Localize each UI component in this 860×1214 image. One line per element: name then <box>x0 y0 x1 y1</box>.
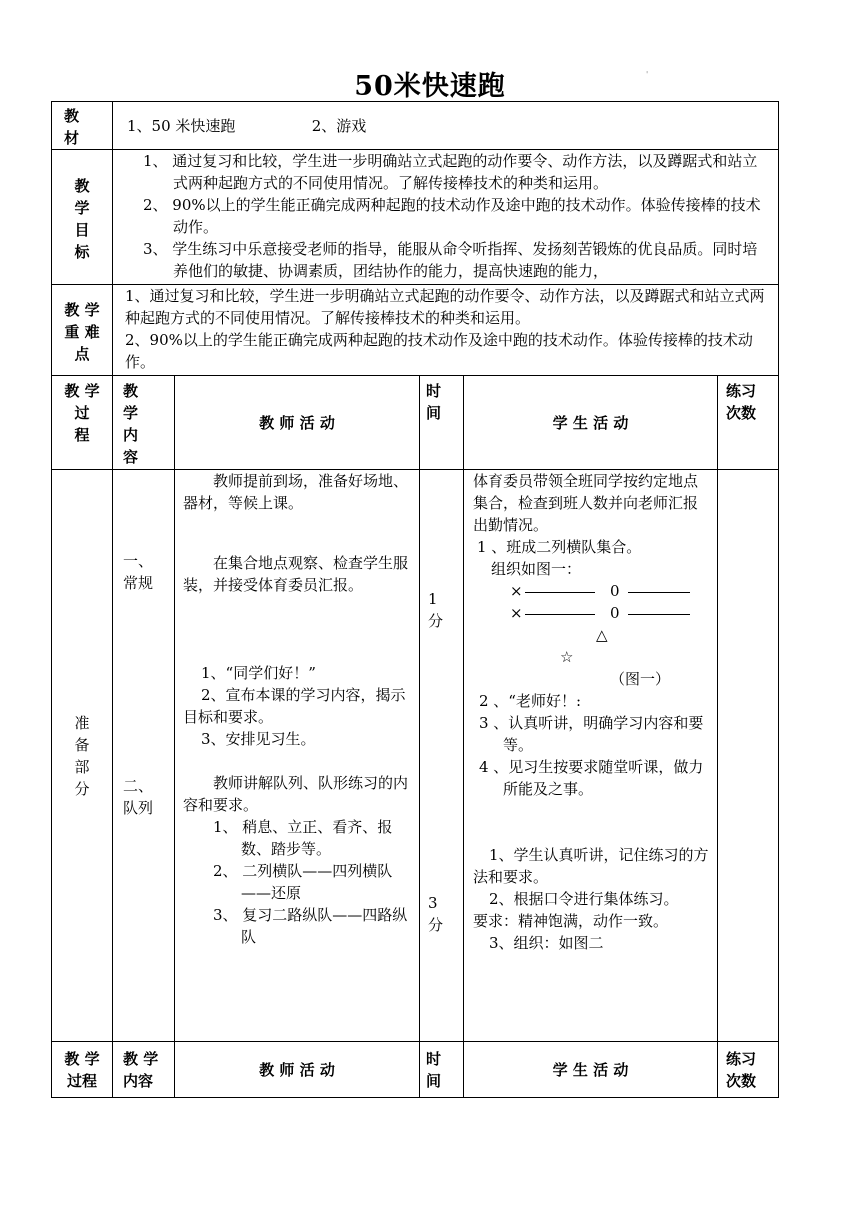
figure-caption: （图一） <box>610 670 671 688</box>
header-process: 教 学 过 程 <box>52 376 113 470</box>
cross-mark: × <box>510 602 595 624</box>
header-process: 教 学 过程 <box>52 1042 113 1098</box>
teacher-activities: 教师提前到场，准备好场地、器材，等候上课。 在集合地点观察、检查学生服装，并接受体育委员汇报。 1、“同学们好！” 2、宣布本课的学习内容，揭示目标和要求。 3、安排见习生。 教师讲解队列、队形练习的内容和要求。 1、 稍息、立正、看齐、报数、踏步等。 2、 二列横队——四列横队——还原 3、 复习二路纵队——四路纵队 <box>175 470 420 1042</box>
content-sections <box>113 470 175 1042</box>
page-title: 50米快速跑 <box>354 71 506 102</box>
header-practice-count: 练习 次数 <box>718 1042 779 1098</box>
zero-mark: 0 <box>610 602 690 624</box>
goals-items <box>113 150 779 285</box>
goal-item: 1、 通过复习和比较，学生进一步明确站立式起跑的动作要令、动作方法，以及蹲踞式和站立式两种起跑方式的不同使用情况。了解传接棒技术的种类和运用。 <box>143 152 758 192</box>
triangle-icon: △ <box>596 626 608 644</box>
key-point-item: 2、90%以上的学生能正确完成两种起跑的技术动作及途中跑的技术动作。体验传接棒的技术动作。 <box>125 331 753 371</box>
goals-row <box>52 150 779 285</box>
material-row <box>52 102 779 150</box>
key-points-row <box>52 285 779 376</box>
student-activities: 体育委员带领全班同学按约定地点集合，检查到班人数并向老师汇报出勤情况。 1 、班成二列横队集合。 组织如图一： × 0 × 0 △ ☆ （图一） 2 、“老师好！: 3 、认真听讲，明确学习内容和要等。 4 、见习生按要求随堂听课，做力所能及之事。 1、学生认真听讲，记住练习的方法和要求。 2、根据口令进行集体练习。 要求：精神饱满，动作一致。 3、组织：如图二 <box>464 470 718 1042</box>
formation-diagram-1 <box>464 580 718 698</box>
key-points-label: 教 学 重 难 点 <box>52 285 113 376</box>
time-2: 3 分 <box>428 894 444 934</box>
goal-item: 2、 90%以上的学生能正确完成两种起跑的技术动作及途中跑的技术动作。体验传接棒的技术动作。 <box>143 196 761 236</box>
time-1: 1 分 <box>428 590 444 630</box>
stray-mark: ' <box>646 70 649 79</box>
header-content: 教 学 内容 <box>113 1042 175 1098</box>
process-header-row-2 <box>52 1042 779 1098</box>
header-teacher-activity: 教 师 活 动 <box>175 376 420 470</box>
section-formation: 二、 队列 <box>123 777 154 817</box>
star-icon: ☆ <box>560 648 574 666</box>
header-time: 时 间 <box>420 376 464 470</box>
section-routine: 一、 常规 <box>123 552 154 592</box>
key-points-items <box>113 285 779 376</box>
time-column <box>420 470 464 1042</box>
process-header-row <box>52 376 779 470</box>
preparation-row <box>52 470 779 1042</box>
material-label: 教 材 <box>52 102 113 150</box>
goals-label: 教 学 目 标 <box>52 150 113 285</box>
header-teacher-activity: 教 师 活 动 <box>175 1042 420 1098</box>
header-content: 教 学 内 容 <box>113 376 175 470</box>
cross-mark: × <box>510 580 595 602</box>
header-practice-count: 练习 次数 <box>718 376 779 470</box>
lesson-plan-table <box>51 101 779 1098</box>
goal-item: 3、 学生练习中乐意接受老师的指导，能服从命令听指挥、发扬刻苦锻炼的优良品质。同时培养他们的敏捷、协调素质，团结协作的能力，提高快速跑的能力， <box>143 240 758 280</box>
header-student-activity: 学 生 活 动 <box>464 376 718 470</box>
zero-mark: 0 <box>610 580 690 602</box>
header-student-activity: 学 生 活 动 <box>464 1042 718 1098</box>
material-items: 1、50 米快速跑 2、游戏 <box>113 102 779 150</box>
stage-label: 准 备 部 分 <box>52 470 113 1042</box>
header-time: 时 间 <box>420 1042 464 1098</box>
key-point-item: 1、通过复习和比较，学生进一步明确站立式起跑的动作要令、动作方法，以及蹲踞式和站立式两种起跑方式的不同使用情况。了解传接棒技术的种类和运用。 <box>125 287 765 327</box>
practice-count-cell <box>718 470 779 1042</box>
